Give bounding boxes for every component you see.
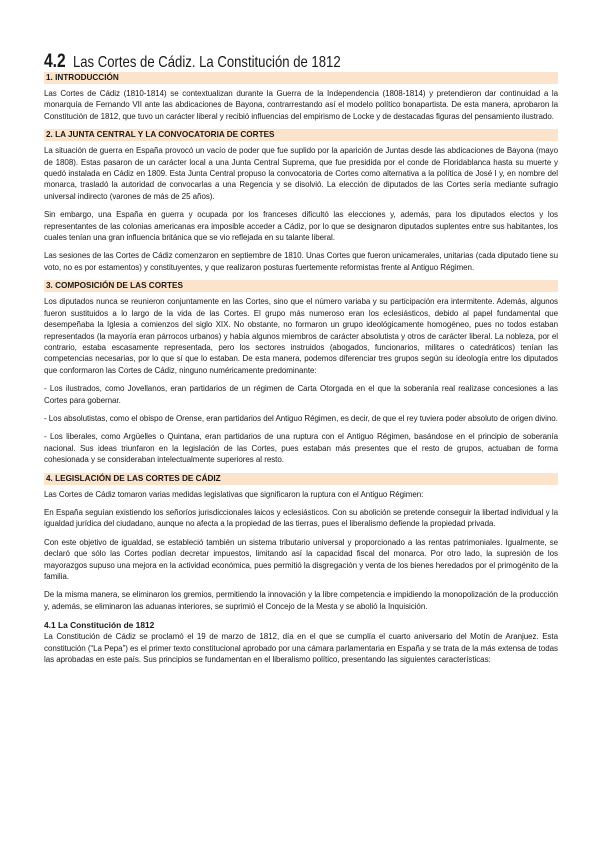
page-title [44, 46, 465, 72]
subsection-heading-constitucion: 4.1 La Constitución de 1812 [44, 620, 155, 631]
list-item: - Los ilustrados, como Jovellanos, eran partidarios de un régimen de Carta Otorgada en el que la soberanía real realizase concesiones a las Cortes para gobernar. [44, 384, 558, 405]
paragraph: La situación de guerra en España provocó un vacío de poder que fue suplido por la aparición de Juntas desde las abdicaciones de Bayona (mayo de 1808). Estas pasaron de un carácter local a una Junta Central Suprema, que fue presidida por el conde de Floridablanca hasta su muerte y quedó instalada en Cádiz en 1809. Esta Junta Central propuso la convocatoria de Cortes como alternativa a la política de José I y, en nombre del monarca, trasladó la autoridad de convocarlas a una Regencia y se disolvió. La elección de diputados de las Cortes sería mediante sufragio universal indirecto (varones de más de 25 años). [44, 146, 558, 201]
section-heading-introduccion: 1. INTRODUCCIÓN [44, 72, 558, 84]
title-text: Las Cortes de Cádiz. La Constitución de 1812 [72, 54, 341, 71]
list-item: - Los liberales, como Argüelles o Quintana, eran partidarios de una ruptura con el Antiguo Régimen, basándose en el principio de soberanía nacional. Sus ideas triunfaron en la legislación de las Cortes, pues estaban más presentes que el resto de grupos, actuaban de forma cohesionada y se consideraban intelectualmente superiores al resto. [44, 432, 558, 465]
section-heading-junta-central: 2. LA JUNTA CENTRAL Y LA CONVOCATORIA DE CORTES [44, 129, 558, 141]
paragraph: De la misma manera, se eliminaron los gremios, permitiendo la innovación y la libre competencia e impidiendo la monopolización de la producción y, además, se eliminaron las aduanas interiores, se suprimió el Concejo de la Mesta y se abolió la Inquisición. [44, 590, 558, 611]
paragraph: Con este objetivo de igualdad, se estableció también un sistema tributario universal y proporcionado a las rentas patrimoniales. Igualmente, se declaró que sólo las Cortes podían decretar impuestos, limitando así la capacidad fiscal del monarca. Por otro lado, la supresión de los mayorazgos supuso una mejora en la actividad económica, pues permitió la disgregación y venta de los bienes heredados por el primogénito de la familia. [44, 537, 558, 581]
paragraph: Las sesiones de las Cortes de Cádiz comenzaron en septiembre de 1810. Unas Cortes que fueron unicamerales, unitarias (cada diputado tiene su voto, no es por estamentos) y constituyentes, y que realizaron posturas fuertemente reformistas frente al Antiguo Régimen. [44, 251, 558, 272]
document-page [44, 46, 558, 672]
list-item: - Los absolutistas, como el obispo de Orense, eran partidarios del Antiguo Régimen, es decir, de que el rey tuviera poder absoluto de origen divino. [44, 413, 558, 423]
paragraph: Las Cortes de Cádiz (1810-1814) se contextualizan durante la Guerra de la Independencia (1808-1814) y pretendieron dar continuidad a la monarquía de Fernando VII ante las abdicaciones de Bayona, contrarrestando así el modelo político bonapartista. De esta manera, aprobaron la Constitución de 1812, que tuvo un carácter liberal y recibió influencias del empirismo de Locke y de destacadas figuras del pensamiento ilustrado. [44, 89, 558, 121]
section-heading-legislacion: 4. LEGISLACIÓN DE LAS CORTES DE CÁDIZ [44, 473, 558, 485]
paragraph: La Constitución de Cádiz se proclamó el 19 de marzo de 1812, día en el que se cumplía el cuarto aniversario del Motín de Aranjuez. Esta constitución (“La Pepa”) es el primer texto constitucional aprobado por una cámara parlamentaria en España y se trata de la más extensa de todas las aprobadas en este país. Sus principios se fundamentan en el liberalismo político, presentando las siguientes características: [44, 632, 558, 665]
paragraph: Sin embargo, una España en guerra y ocupada por los franceses dificultó las elecciones y, además, para los diputados electos y los representantes de las colonias americanas era imposible acceder a Cádiz, por lo que se designaron diputados suplentes entre sus habitantes, los cuales tenían una gran influencia británica que se vio reflejada en su talante liberal. [44, 210, 558, 243]
paragraph: Las Cortes de Cádiz tomaron varias medidas legislativas que significaron la ruptura con el Antiguo Régimen: [44, 489, 424, 499]
paragraph: En España seguían existiendo los señoríos jurisdiccionales laicos y eclesiásticos. Con su abolición se pretende conseguir la libertad individual y la igualdad jurídica del ciudadano, aunque no afecta a la propiedad de las tierras, pues el liberalismo defiende la propiedad privada. [44, 507, 558, 529]
section-heading-composicion: 3. COMPOSICIÓN DE LAS CORTES [44, 280, 558, 292]
title-number: 4.2 [44, 51, 66, 72]
paragraph: Los diputados nunca se reunieron conjuntamente en las Cortes, sino que el número variaba y su participación era intermitente. Además, algunos fueron sustituidos a lo largo de la vida de las Cortes. El grupo más numeroso eran los eclesiásticos, debido al papel fundamental que desempeñaba la Iglesia a comienzos del siglo XIX. No obstante, no formaron un grupo ideológicamente homogéneo, pues no todos estaban representados (la mayoría eran párrocos urbanos) y había algunos miembros de carácter absolutista y otros de carácter liberal. La nobleza, por el contrario, estaba escasamente representada, pero los sectores instruidos (abogados, funcionarios, militares o catedráticos) tenían las competencias necesarias, por lo que sí que lo estaban. De esta manera, podemos diferenciar tres grupos según su ideología entre los diputados que conformaron las Cortes de Cádiz, ninguno numéricamente predominante: [44, 297, 558, 375]
